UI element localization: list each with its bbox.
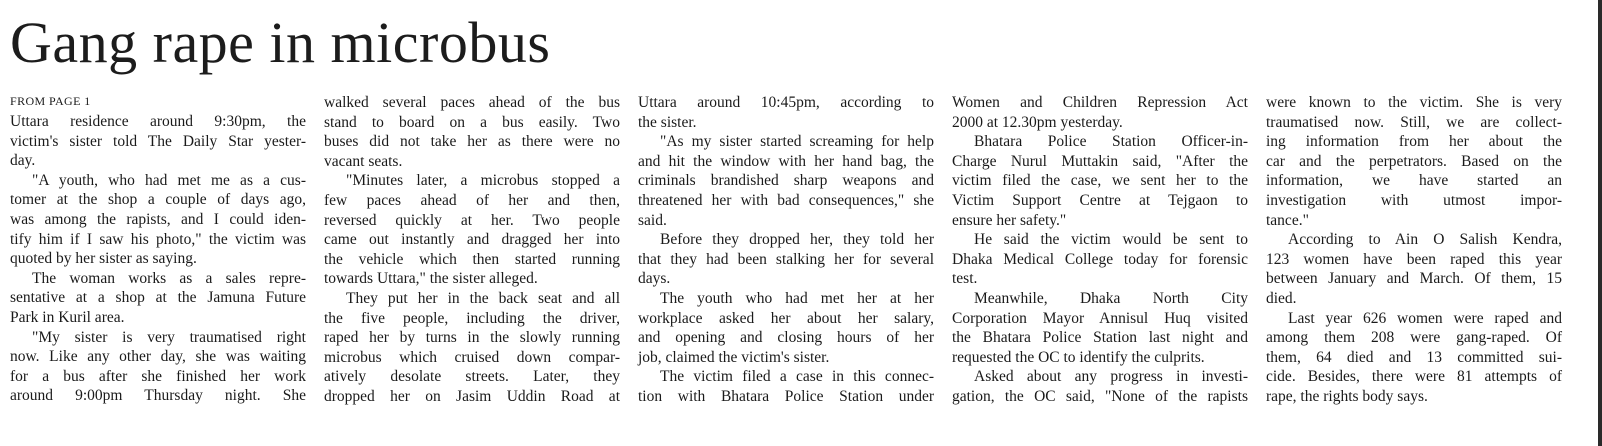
text-line: test. bbox=[952, 270, 978, 288]
text-line: "My sister is very traumatised right bbox=[32, 328, 306, 346]
text-line: the sister. bbox=[638, 113, 697, 131]
text-line: 2000 at 12.30pm yesterday. bbox=[952, 113, 1123, 131]
text-line: atively desolate streets. Later, they bbox=[324, 368, 620, 386]
text-line: tion with Bhatara Police Station under bbox=[638, 387, 934, 405]
text-line: stand to board on a bus easily. Two bbox=[324, 113, 620, 131]
text-line: now. Like any other day, she was waiting bbox=[10, 348, 306, 366]
text-line: They put her in the back seat and all bbox=[346, 289, 620, 307]
text-line: said. bbox=[638, 211, 667, 229]
text-line: job, claimed the victim's sister. bbox=[638, 348, 830, 366]
text-line: Dhaka Medical College today for forensic bbox=[952, 250, 1248, 268]
text-line: workplace asked her about her salary, bbox=[638, 309, 934, 327]
text-line: He said the victim would be sent to bbox=[974, 231, 1248, 249]
text-line: victim's sister told The Daily Star yester- bbox=[10, 132, 306, 150]
text-line: that they had been stalking her for several bbox=[638, 250, 934, 268]
text-line: days. bbox=[638, 270, 671, 288]
text-line: requested the OC to identify the culprits. bbox=[952, 348, 1205, 366]
text-line: information, we have started an bbox=[1266, 172, 1562, 190]
text-line: cide. Besides, there were 81 attempts of bbox=[1266, 368, 1562, 386]
text-line: 123 women have been raped this year bbox=[1266, 250, 1562, 268]
article-column-4 bbox=[952, 93, 1248, 407]
text-line: "Minutes later, a microbus stopped a bbox=[346, 172, 620, 190]
text-line: Before they dropped her, they told her bbox=[660, 231, 934, 249]
text-line: victim filed the case, we sent her to the bbox=[952, 172, 1248, 190]
article-column-3 bbox=[638, 93, 934, 407]
text-line: Charge Nurul Muttakin said, "After the bbox=[952, 152, 1248, 170]
text-line: Uttara around 10:45pm, according to bbox=[638, 94, 934, 111]
jump-label: FROM PAGE 1 bbox=[10, 94, 91, 108]
headline: Gang rape in microbus bbox=[10, 10, 551, 75]
text-line: The victim filed a case in this connec- bbox=[660, 368, 934, 386]
text-line: Park in Kuril area. bbox=[10, 308, 125, 326]
text-line: Victim Support Centre at Tejgaon to bbox=[952, 191, 1248, 209]
text-line: vacant seats. bbox=[324, 152, 403, 170]
text-line: traumatised now. Still, we are collect- bbox=[1266, 113, 1562, 131]
text-line: the vehicle which then started running bbox=[324, 250, 620, 268]
text-line: day. bbox=[10, 152, 36, 170]
text-line: Women and Children Repression Act bbox=[952, 94, 1248, 111]
text-line: criminals brandished sharp weapons and bbox=[638, 172, 934, 190]
text-line: reversed quickly at her. Two people bbox=[324, 211, 620, 229]
text-line: the five people, including the driver, bbox=[324, 309, 620, 327]
text-line: car and the perpetrators. Based on the bbox=[1266, 152, 1562, 170]
text-line: "A youth, who had met me as a cus- bbox=[32, 171, 306, 189]
text-line: for a bus after she finished her work bbox=[10, 367, 306, 385]
article-column-2 bbox=[324, 93, 620, 407]
text-line: The woman works as a sales repre- bbox=[32, 269, 306, 287]
text-line: tance." bbox=[1266, 211, 1309, 229]
text-line: ensure her safety." bbox=[952, 211, 1067, 229]
text-line: Last year 626 women were raped and bbox=[1288, 309, 1562, 327]
text-line: between January and March. Of them, 15 bbox=[1266, 270, 1562, 288]
text-line: According to Ain O Salish Kendra, bbox=[1288, 231, 1562, 249]
text-line: among them 208 were gang-raped. Of bbox=[1266, 329, 1562, 347]
text-line: gation, the OC said, "None of the rapists bbox=[952, 387, 1248, 405]
text-line: The youth who had met her at her bbox=[660, 289, 934, 307]
text-line: Asked about any progress in investi- bbox=[974, 368, 1248, 386]
text-line: walked several paces ahead of the bus bbox=[324, 94, 620, 111]
text-line: threatened her with bad consequences," she bbox=[638, 191, 934, 209]
text-line: microbus which cruised down compar- bbox=[324, 348, 620, 366]
text-line: few paces ahead of her and then, bbox=[324, 191, 620, 209]
text-line: buses did not take her as there were no bbox=[324, 133, 620, 151]
text-line: the Bhatara Police Station last night and bbox=[952, 329, 1248, 347]
text-line: rape, the rights body says. bbox=[1266, 387, 1428, 405]
text-line: and opening and closing hours of her bbox=[638, 329, 934, 347]
text-line: sentative at a shop at the Jamuna Future bbox=[10, 289, 306, 307]
page-edge-rule bbox=[1598, 0, 1602, 446]
text-line: dropped her on Jasim Uddin Road at bbox=[324, 387, 620, 405]
text-line: tify him if I saw his photo," the victim was bbox=[10, 230, 306, 248]
article-column-1 bbox=[10, 112, 306, 406]
text-line: ing information from her about the bbox=[1266, 133, 1562, 151]
text-line: "As my sister started screaming for help bbox=[660, 133, 934, 151]
text-line: quoted by her sister as saying. bbox=[10, 250, 197, 268]
text-line: were known to the victim. She is very bbox=[1266, 94, 1562, 111]
text-line: investigation with utmost impor- bbox=[1266, 191, 1562, 209]
text-line: around 9:00pm Thursday night. She bbox=[10, 387, 306, 405]
text-line: raped her by turns in the slowly running bbox=[324, 329, 620, 347]
text-line: and hit the window with her hand bag, the bbox=[638, 152, 934, 170]
text-line: Meanwhile, Dhaka North City bbox=[974, 289, 1248, 307]
text-line: Bhatara Police Station Officer-in- bbox=[974, 133, 1248, 151]
text-line: died. bbox=[1266, 289, 1297, 307]
article-column-5 bbox=[1266, 93, 1562, 407]
text-line: towards Uttara," the sister alleged. bbox=[324, 270, 538, 288]
text-line: tomer at the shop a couple of days ago, bbox=[10, 191, 306, 209]
text-line: Corporation Mayor Annisul Huq visited bbox=[952, 309, 1248, 327]
text-line: came out instantly and dragged her into bbox=[324, 231, 620, 249]
text-line: was among the rapists, and I could iden- bbox=[10, 210, 306, 228]
text-line: Uttara residence around 9:30pm, the bbox=[10, 113, 306, 130]
text-line: them, 64 died and 13 committed sui- bbox=[1266, 348, 1562, 366]
